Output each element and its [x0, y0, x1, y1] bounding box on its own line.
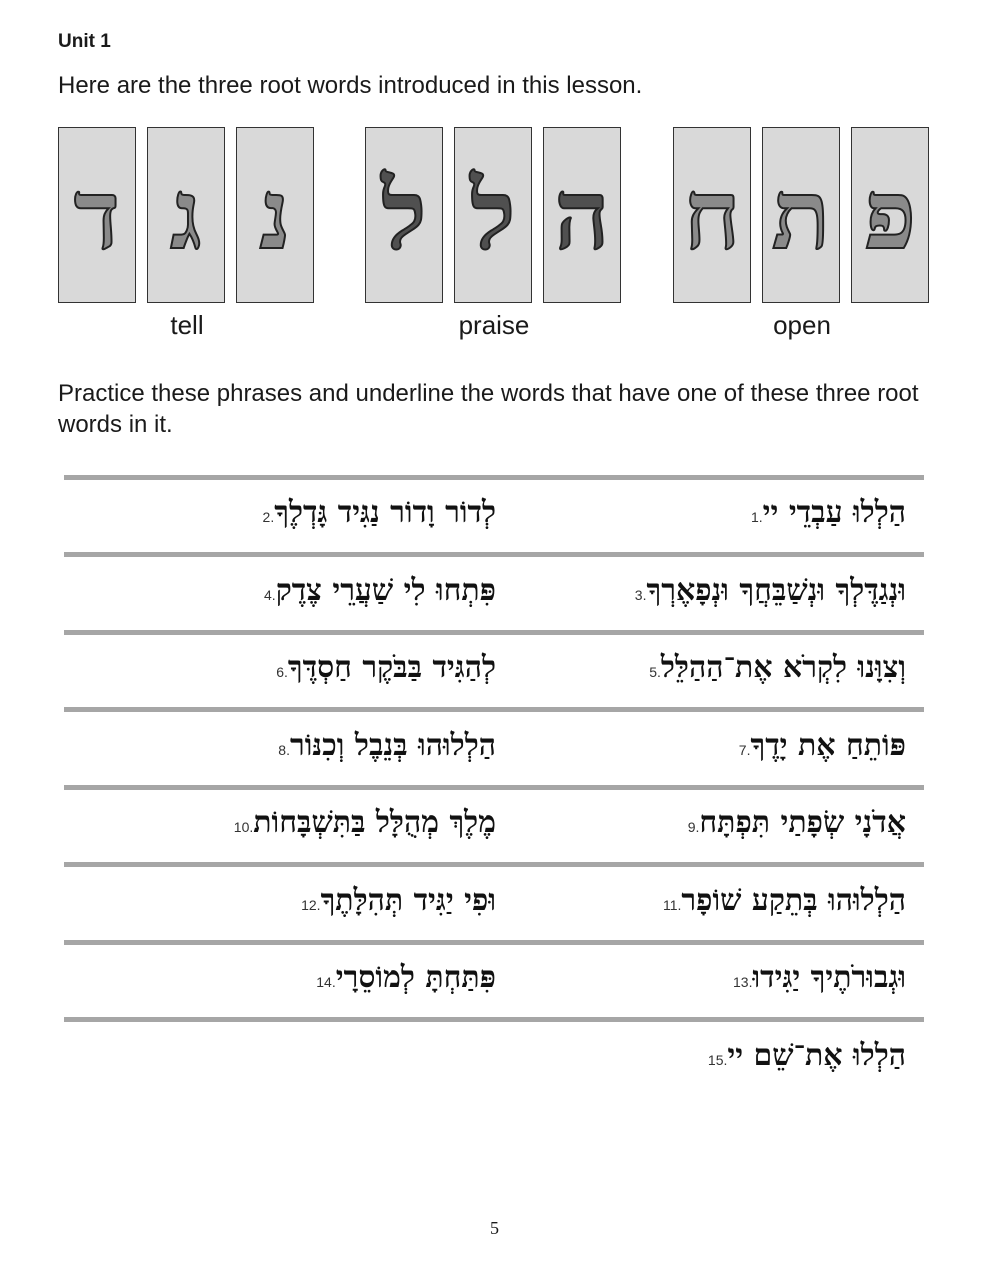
phrase-text: מֶלֶךְ מְהֻלָּל בַּתִּשְׁבָּחוֹת — [253, 805, 496, 840]
phrase-3 — [629, 573, 906, 613]
phrase-text: וּגְבוּרֹתֶיךָ יַגִּידוּ — [752, 960, 906, 995]
phrase-text: פּוֹתֵחַ אֶת יָדֶךָ — [750, 728, 906, 763]
phrase-number: 5. — [649, 664, 661, 680]
phrase-number: 10. — [233, 819, 254, 835]
root-letter: ת — [771, 158, 831, 271]
phrase-11 — [657, 883, 906, 923]
phrase-number: 4. — [264, 587, 276, 603]
phrase-number: 1. — [750, 509, 763, 525]
root-label-praise: praise — [458, 310, 530, 340]
phrase-text: הַלְלוּהוּ בְּנֵבֶל וְכִנּוֹר — [289, 728, 496, 763]
divider — [64, 940, 924, 945]
page-number: 5 — [490, 1218, 499, 1238]
root-letter-tile — [543, 127, 621, 303]
phrase-number: 15. — [707, 1052, 728, 1068]
phrase-text: פִּתַּחְתָּ לְמוֹסֵרָי — [335, 960, 496, 995]
divider — [64, 552, 924, 557]
root-letter: ל — [381, 158, 427, 271]
root-letter-tile — [673, 127, 751, 303]
root-tell — [58, 127, 316, 305]
phrase-7 — [733, 728, 906, 768]
phrase-8 — [272, 728, 496, 768]
phrase-number: 14. — [316, 974, 336, 990]
root-letter: ד — [73, 158, 121, 271]
phrase-1 — [745, 495, 906, 535]
phrase-number: 8. — [278, 742, 290, 758]
divider — [64, 785, 924, 790]
root-letter: נ — [259, 158, 291, 271]
phrase-5 — [643, 650, 906, 690]
root-letter: ג — [170, 158, 202, 271]
divider — [64, 707, 924, 712]
root-letter-tile — [147, 127, 225, 303]
divider — [64, 475, 924, 480]
phrase-number: 9. — [687, 819, 700, 835]
divider — [64, 862, 924, 867]
phrase-text: וּנְגַדֶּלְךָ וּנְשַׁבֵּחֲךָ וּנְפָאֶרְךָ — [646, 573, 906, 608]
root-letter: ל — [470, 158, 516, 271]
phrase-text: פִּתְחוּ לִי שַׁעֲרֵי צֶדֶק — [275, 573, 496, 608]
unit-heading: Unit 1 — [58, 31, 111, 52]
phrase-12 — [295, 883, 496, 923]
phrase-number: 13. — [733, 974, 753, 990]
phrase-14 — [310, 960, 496, 1000]
phrase-number: 12. — [301, 897, 321, 913]
intro-text: Here are the three root words introduced in this lesson. — [58, 72, 643, 99]
phrase-text: אֲדֹנָי שְׂפָתַי תִּפְתָּח — [699, 805, 906, 840]
phrase-15 — [702, 1038, 906, 1078]
root-letter: ח — [683, 158, 741, 271]
practice-instructions: Practice these phrases and underline the words that have one of these three root words in it. — [58, 380, 919, 438]
root-letter-tile — [365, 127, 443, 303]
phrase-number: 6. — [276, 664, 288, 680]
root-label-open: open — [773, 310, 831, 340]
root-open — [673, 127, 931, 305]
phrase-6 — [270, 650, 496, 690]
root-letter-tile — [762, 127, 840, 303]
phrase-text: לְהַגִּיד בַּבֹּקֶר חַסְדֶּךָ — [287, 650, 496, 685]
root-praise — [365, 127, 623, 305]
root-letter-tile — [236, 127, 314, 303]
root-letter-tile — [851, 127, 929, 303]
divider — [64, 1017, 924, 1022]
phrase-text: הַלְלוּ אֶת־שֵׁם יי — [727, 1038, 906, 1073]
root-letter-tile — [58, 127, 136, 303]
phrase-number: 11. — [662, 897, 682, 913]
phrase-text: הַלְלוּהוּ בְּתֵקַע שׁוֹפָר — [681, 883, 906, 918]
phrase-9 — [682, 805, 906, 845]
root-letter: פ — [863, 158, 917, 271]
phrase-13 — [727, 960, 906, 1000]
root-letter-tile — [454, 127, 532, 303]
phrase-number: 7. — [738, 742, 751, 758]
phrase-text: וְצִוָּנוּ לִקְרֹא אֶת־הַהַלֵּל — [660, 650, 906, 685]
phrase-text: לְדוֹר וָדוֹר נַגִּיד גָּדְלֶךָ — [274, 495, 496, 530]
root-label-tell: tell — [170, 310, 204, 340]
phrase-text: הַלְלוּ עַבְדֵי יי — [762, 495, 906, 530]
phrase-text: וּפִי יַגִּיד תְּהִלָּתֶךָ — [320, 883, 496, 918]
phrase-10 — [228, 805, 496, 845]
phrase-4 — [258, 573, 496, 613]
phrase-2 — [257, 495, 496, 535]
root-letter: ה — [554, 158, 610, 271]
phrase-number: 3. — [634, 587, 647, 603]
divider — [64, 630, 924, 635]
phrase-number: 2. — [262, 509, 275, 525]
